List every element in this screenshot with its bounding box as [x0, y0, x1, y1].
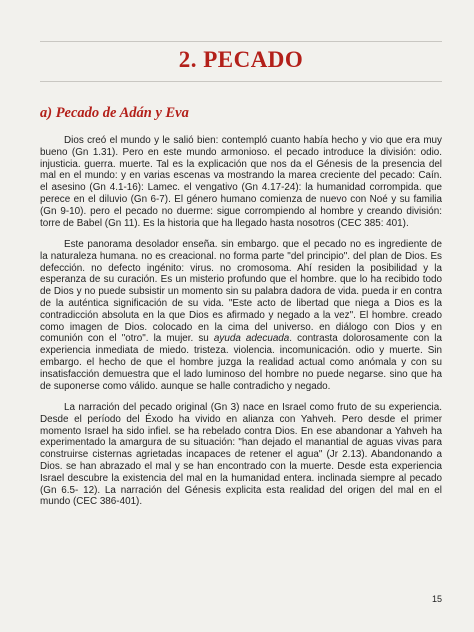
paragraph-2	[40, 239, 442, 392]
paragraph-1: Dios creó el mundo y le salió bien: contempló cuanto había hecho y vio que era muy bueno (Gn 1.31). Pero en este mundo armonioso. el pecado introduce la división: odio. injusticia. guerra. muerte. Tal es la explicación que nos da el Génesis de la presencia del mal en el mundo: y en varias escenas va mostrando la marea creciente del pecado: Caín. el asesino (Gn 4.1-16): Lamec. el vengativo (Gn 4.17-24): la humanidad corrompida. que perece en el diluvio (Gn 6-7). El género humano comienza de nuevo con Noé y su familia (Gn 9-10). pero el pecado no duerme: sigue corrompiendo al hombre y creando división: torre de Babel (Gn 11). Es la historia que ha llegado hasta nosotros (CEC 385: 401).	[40, 135, 442, 229]
page-number: 15	[431, 594, 442, 604]
section-heading: a) Pecado de Adán y Eva	[40, 105, 189, 121]
top-divider	[40, 41, 442, 42]
body-text	[40, 135, 442, 518]
bottom-divider	[40, 81, 442, 82]
paragraph-2-emphasis: ayuda adecuada	[213, 333, 290, 345]
paragraph-2-text-after: . contrasta dolorosamente con la experiencia inmediata de miedo. tristeza. violencia. incomunicación. odio y muerte. Sin embargo. el hecho de que el hombre juzga la realidad actual como anómala y con su insatisfacción demuestra que el lado luminoso del hombre no puede negarse. sino que ha de suponerse como válido. aunque se halle contradicho y negado.	[40, 333, 442, 392]
paragraph-2-text-before: Este panorama desolador enseña. sin embargo. que el pecado no es ingrediente de la naturaleza humana. no es creacional. no forma parte "del principio". del plan de Dios. Es defección. no defecto ingénito: virus. no cromosoma. Ahí residen la posibilidad y la esperanza de su curación. Es un misterio profundo que el hombre. que lo ha recibido todo de Dios y no puede subsistir un momento sin su palabra dadora de vida. pueda ir en contra de la auténtica significación de su vida. "Este acto de libertad que niega a Dios es la contradicción absoluta en la que Dios es afirmado y negado a la vez". El hombre. creado como imagen de Dios. colocado en la cima del universo. en diálogo con Dios y en comunión con el "otro". la mujer. su	[40, 238, 442, 345]
chapter-title: 2. PECADO	[178, 47, 304, 72]
paragraph-3: La narración del pecado original (Gn 3) nace en Israel como fruto de su experiencia. Desde el período del Éxodo ha vivido en alianza con Yahveh. Pero desde el primer momento Israel ha sido infiel. se ha rebelado contra Dios. En ese abandonar a Yahveh ha experimentado la amargura de su situación: "han dejado el manantial de aguas vivas para construirse cisternas agrietadas incapaces de retener el agua" (Jr 2.13). Abandonando a Dios. se han abrazado el mal y se han encontrado con la muerte. Desde esta experiencia Israel descubre la existencia del mal en la humanidad entera. inclinada siempre al pecado (Gn 6.5- 12). La narración del Génesis explicita esta realidad del origen del mal en el mundo (CEC 386-401).	[40, 401, 442, 508]
